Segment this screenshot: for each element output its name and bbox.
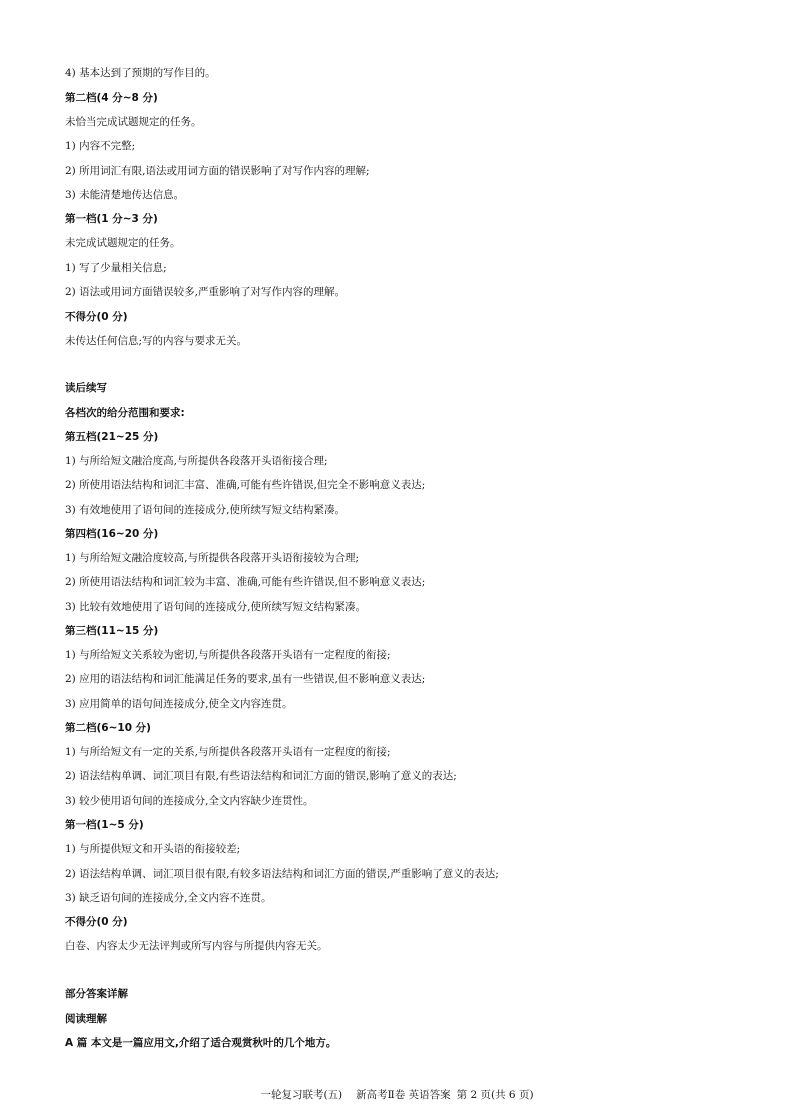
criterion-line: 2) 所使用语法结构和词汇较为丰富、准确,可能有些许错误,但不影响意义表达; [65,576,426,588]
footer-paper-name: 新高考Ⅱ卷 英语答案 [356,1089,451,1101]
criterion-line: 3) 缺乏语句间的连接成分,全文内容不连贯。 [65,892,272,904]
grade-heading: 第五档(21~25 分) [65,431,159,443]
grade-heading: 第一档(1~5 分) [65,819,144,831]
criterion-line: 1) 与所提供短文和开头语的衔接较差; [65,843,241,855]
section-subheading: 各档次的给分范围和要求: [65,407,185,419]
grade-heading: 第三档(11~15 分) [65,625,159,637]
criterion-line: 2) 所用词汇有限,语法或用词方面的错误影响了对写作内容的理解; [65,165,370,177]
grade-heading: 第二档(4 分~8 分) [65,92,158,104]
criterion-line: 1) 与所给短文关系较为密切,与所提供各段落开头语有一定程度的衔接; [65,649,391,661]
criterion-line: 4) 基本达到了预期的写作目的。 [65,67,216,79]
section-subheading: 阅读理解 [65,1013,107,1025]
section-heading: 部分答案详解 [65,988,128,1000]
criterion-line: 3) 未能清楚地传达信息。 [65,189,185,201]
criterion-line: 2) 所使用语法结构和词汇丰富、准确,可能有些许错误,但完全不影响意义表达; [65,479,426,491]
criterion-line: 2) 语法结构单调、词汇项目很有限,有较多语法结构和词汇方面的错误,严重影响了意义的表达; [65,868,499,880]
grade-description: 未恰当完成试题规定的任务。 [65,116,202,128]
criterion-line: 1) 与所给短文有一定的关系,与所提供各段落开头语有一定程度的衔接; [65,746,391,758]
grade-heading: 第一档(1 分~3 分) [65,213,158,225]
criterion-line: 3) 较少使用语句间的连接成分,全文内容缺少连贯性。 [65,795,314,807]
footer-page-number: 第 2 页(共 6 页) [456,1089,534,1101]
criterion-line: 3) 应用简单的语句间连接成分,使全文内容连贯。 [65,698,293,710]
grade-heading: 第四档(16~20 分) [65,528,159,540]
criterion-line: 3) 有效地使用了语句间的连接成分,使所续写短文结构紧凑。 [65,504,345,516]
passage-summary: A 篇 本文是一篇应用文,介绍了适合观赏秋叶的几个地方。 [65,1037,337,1049]
section-heading: 读后续写 [65,382,107,394]
grade-heading: 不得分(0 分) [65,916,128,928]
page-footer [0,1088,794,1102]
criterion-line: 1) 写了少量相关信息; [65,262,167,274]
criterion-line: 1) 与所给短文融洽度较高,与所提供各段落开头语衔接较为合理; [65,552,359,564]
grade-heading: 第二档(6~10 分) [65,722,151,734]
criterion-line: 2) 语法结构单调、词汇项目有限,有些语法结构和词汇方面的错误,影响了意义的表达; [65,770,457,782]
grade-heading: 不得分(0 分) [65,311,128,323]
grade-description: 未传达任何信息;写的内容与要求无关。 [65,335,248,347]
criterion-line: 2) 语法或用词方面错误较多,严重影响了对写作内容的理解。 [65,286,345,298]
criterion-line: 1) 与所给短文融洽度高,与所提供各段落开头语衔接合理; [65,455,328,467]
grade-description: 白卷、内容太少无法评判或所写内容与所提供内容无关。 [65,940,328,952]
criterion-line: 1) 内容不完整; [65,140,136,152]
criterion-line: 2) 应用的语法结构和词汇能满足任务的要求,虽有一些错误,但不影响意义表达; [65,673,426,685]
criterion-line: 3) 比较有效地使用了语句间的连接成分,使所续写短文结构紧凑。 [65,601,366,613]
grade-description: 未完成试题规定的任务。 [65,237,181,249]
footer-exam-title: 一轮复习联考(五) [260,1089,343,1101]
